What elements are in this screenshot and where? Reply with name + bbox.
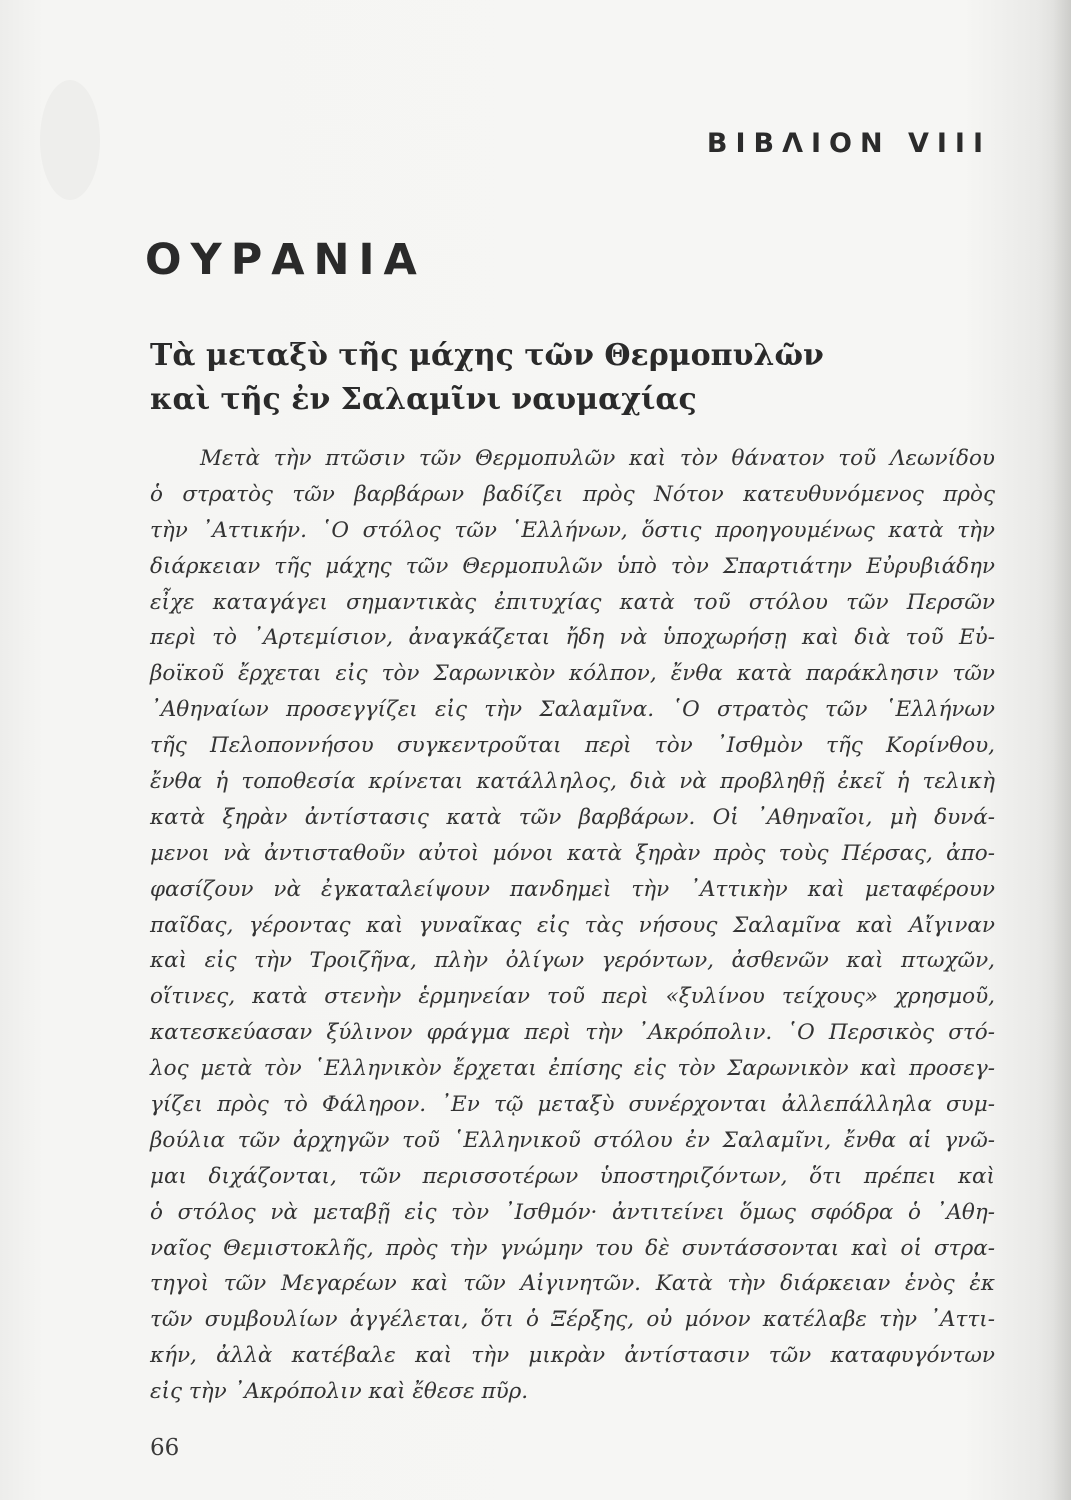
text-line: βοϊκοῦ ἔρχεται εἰς τὸν Σαρωνικὸν κόλπον, ἔνθα κατὰ παράκλησιν τῶν	[150, 661, 995, 687]
text-line: τηγοὶ τῶν Μεγαρέων καὶ τῶν Αἰγινητῶν. Κατὰ τὴν διάρκειαν ἑνὸς ἐκ	[150, 1271, 995, 1297]
text-line: εἰς τὴν ᾿Ακρόπολιν καὶ ἔθεσε πῦρ.	[150, 1379, 529, 1405]
text-line: τῶν συμβουλίων ἀγγέλεται, ὅτι ὁ Ξέρξης, οὐ μόνον κατέλαβε τὴν ᾿Αττι-	[150, 1307, 995, 1333]
text-line: κήν, ἀλλὰ κατέβαλε καὶ τὴν μικρὰν ἀντίστασιν τῶν καταφυγόντων	[150, 1343, 995, 1369]
text-line: ὁ στρατὸς τῶν βαρβάρων βαδίζει πρὸς Νότον κατευθυνόμενος πρὸς	[150, 481, 995, 507]
muse-title: ΟΥΡΑΝΙΑ	[145, 235, 426, 285]
book-label: ΒΙΒΛΙΟΝ VIII	[706, 128, 991, 159]
chapter-title-line: καὶ τῆς ἐν Σαλαμῖνι ναυμαχίας	[150, 382, 697, 417]
text-line: τὴν ᾿Αττικήν. ῾Ο στόλος τῶν ῾Ελλήνων, ὅστις προηγουμένως κατὰ τὴν	[150, 517, 995, 543]
chapter-title	[150, 334, 910, 422]
text-line: λος μετὰ τὸν ῾Ελληνικὸν ἔρχεται ἐπίσης εἰς τὸν Σαρωνικὸν καὶ προσεγ-	[150, 1056, 995, 1082]
text-line: φασίζουν νὰ ἐγκαταλείψουν πανδημεὶ τὴν ᾿Αττικὴν καὶ μεταφέρουν	[150, 876, 995, 902]
text-line: Μετὰ τὴν πτῶσιν τῶν Θερμοπυλῶν καὶ τὸν θάνατον τοῦ Λεωνίδου	[200, 446, 995, 471]
text-line: μαι διχάζονται, τῶν περισσοτέρων ὑποστηριζόντων, ὅτι πρέπει καὶ	[150, 1163, 995, 1189]
page-edge-shadow	[1053, 0, 1071, 1500]
text-line: ᾿Αθηναίων προσεγγίζει εἰς τὴν Σαλαμῖνα. ῾Ο στρατὸς τῶν ῾Ελλήνων	[150, 697, 995, 723]
paper-smudge	[40, 80, 100, 200]
text-line: διάρκειαν τῆς μάχης τῶν Θερμοπυλῶν ὑπὸ τὸν Σπαρτιάτην Εὐρυβιάδην	[150, 553, 995, 579]
chapter-title-line: Τὰ μεταξὺ τῆς μάχης τῶν Θερμοπυλῶν	[150, 338, 824, 373]
text-line: κατὰ ξηρὰν ἀντίστασις κατὰ τῶν βαρβάρων. Οἱ ᾿Αθηναῖοι, μὴ δυνά-	[150, 804, 995, 830]
text-line: βούλια τῶν ἀρχηγῶν τοῦ ῾Ελληνικοῦ στόλου ἐν Σαλαμῖνι, ἔνθα αἱ γνῶ-	[150, 1127, 995, 1153]
text-line: ναῖος Θεμιστοκλῆς, πρὸς τὴν γνώμην του δὲ συντάσσονται καὶ οἱ στρα-	[150, 1235, 995, 1261]
text-line: εἶχε καταγάγει σημαντικὰς ἐπιτυχίας κατὰ τοῦ στόλου τῶν Περσῶν	[150, 589, 995, 615]
text-line: γίζει πρὸς τὸ Φάληρον. ᾿Εν τῷ μεταξὺ συνέρχονται ἀλλεπάλληλα συμ-	[150, 1092, 995, 1118]
text-line: κατεσκεύασαν ξύλινον φράγμα περὶ τὴν ᾿Ακρόπολιν. ῾Ο Περσικὸς στό-	[150, 1020, 995, 1046]
text-line: ἔνθα ἡ τοποθεσία κρίνεται κατάλληλος, διὰ νὰ προβληθῇ ἐκεῖ ἡ τελικὴ	[150, 769, 995, 795]
text-line: τῆς Πελοποννήσου συγκεντροῦται περὶ τὸν ᾿Ισθμὸν τῆς Κορίνθου,	[150, 733, 995, 759]
text-line: οἵτινες, κατὰ στενὴν ἑρμηνείαν τοῦ περὶ «ξυλίνου τείχους» χρησμοῦ,	[150, 984, 995, 1010]
text-line: περὶ τὸ ᾿Αρτεμίσιον, ἀναγκάζεται ἤδη νὰ ὑποχωρήσῃ καὶ διὰ τοῦ Εὐ-	[150, 625, 995, 651]
page-number: 66	[150, 1435, 180, 1461]
text-line: καὶ εἰς τὴν Τροιζῆνα, πλὴν ὀλίγων γερόντων, ἀσθενῶν καὶ πτωχῶν,	[150, 948, 995, 974]
body-paragraph	[150, 441, 995, 1410]
text-line: μενοι νὰ ἀντισταθοῦν αὐτοὶ μόνοι κατὰ ξηρὰν πρὸς τοὺς Πέρσας, ἀπο-	[150, 840, 995, 866]
text-line: παῖδας, γέροντας καὶ γυναῖκας εἰς τὰς νήσους Σαλαμῖνα καὶ Αἴγιναν	[150, 912, 995, 938]
text-line: ὁ στόλος νὰ μεταβῇ εἰς τὸν ᾿Ισθμόν· ἀντιτείνει ὅμως σφόδρα ὁ ᾿Αθη-	[150, 1199, 995, 1225]
